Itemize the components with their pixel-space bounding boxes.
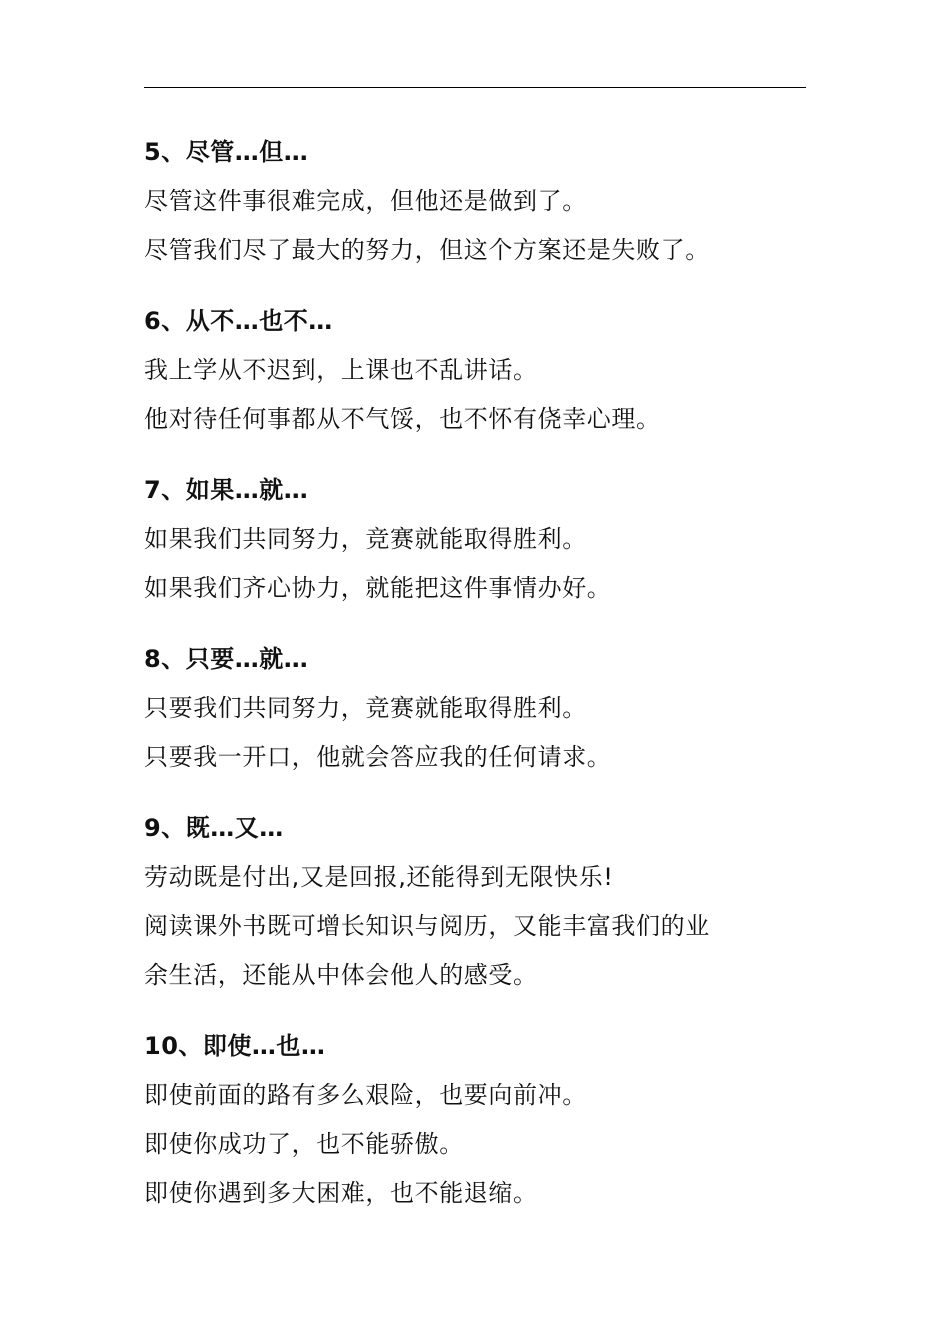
section-7 [144, 466, 806, 613]
section-5 [144, 128, 806, 275]
example-sentence: 尽管我们尽了最大的努力，但这个方案还是失败了。 [144, 236, 710, 264]
section-heading: 10、即使…也… [144, 1032, 326, 1060]
example-sentence: 阅读课外书既可增长知识与阅历，又能丰富我们的业 [144, 912, 710, 940]
document-body [144, 128, 806, 1218]
example-sentence: 尽管这件事很难完成，但他还是做到了。 [144, 187, 587, 215]
section-9 [144, 804, 806, 1000]
section-8 [144, 635, 806, 782]
section-6 [144, 297, 806, 444]
example-sentence: 只要我一开口，他就会答应我的任何请求。 [144, 743, 612, 771]
example-sentence: 如果我们齐心协力，就能把这件事情办好。 [144, 574, 612, 602]
section-heading: 6、从不…也不… [144, 307, 333, 335]
section-heading: 5、尽管…但… [144, 138, 309, 166]
top-divider [144, 87, 806, 88]
example-sentence: 余生活，还能从中体会他人的感受。 [144, 961, 538, 989]
example-sentence: 劳动既是付出,又是回报,还能得到无限快乐! [144, 863, 614, 891]
example-sentence: 他对待任何事都从不气馁，也不怀有侥幸心理。 [144, 405, 661, 433]
section-heading: 7、如果…就… [144, 476, 309, 504]
example-sentence: 即使你遇到多大困难，也不能退缩。 [144, 1179, 538, 1207]
example-sentence: 我上学从不迟到，上课也不乱讲话。 [144, 356, 538, 384]
example-sentence: 即使你成功了，也不能骄傲。 [144, 1130, 464, 1158]
example-sentence: 如果我们共同努力，竞赛就能取得胜利。 [144, 525, 587, 553]
section-heading: 9、既…又… [144, 814, 284, 842]
section-heading: 8、只要…就… [144, 645, 309, 673]
example-sentence: 只要我们共同努力，竞赛就能取得胜利。 [144, 694, 587, 722]
section-10 [144, 1022, 806, 1218]
example-sentence: 即使前面的路有多么艰险，也要向前冲。 [144, 1081, 587, 1109]
